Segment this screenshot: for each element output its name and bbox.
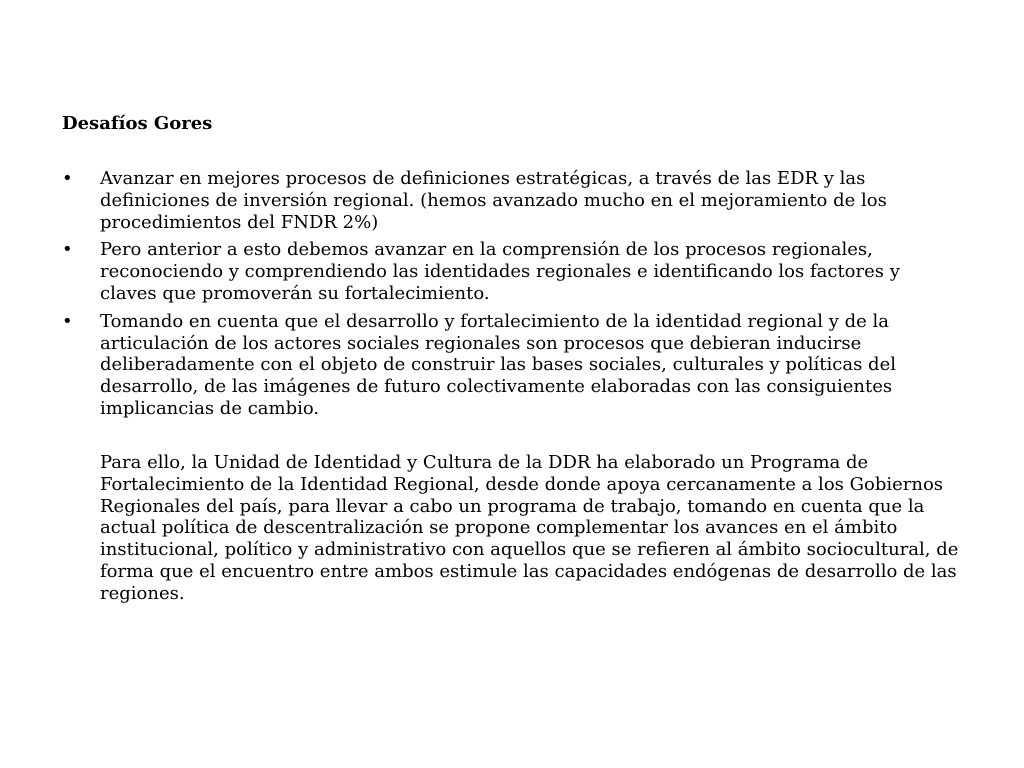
bullet-glyph: •: [62, 168, 73, 189]
bullet-glyph: •: [62, 239, 73, 261]
bullet-text: Avanzar en mejores procesos de definiciones estratégicas, a través de las EDR y las definiciones de inversión regional. (hemos avanzado mucho en el mejoramiento de los procedimientos del FNDR 2%): [100, 168, 887, 233]
body-paragraph: Para ello, la Unidad de Identidad y Cultura de la DDR ha elaborado un Programa de Fortalecimiento de la Identidad Regional, desde donde apoya cercanamente a los Gobiernos Regionales del país, para llevar a cabo un programa de trabajo, tomando en cuenta que la actual política de descentralización se propone complementar los avances en el ámbito institucional, político y administrativo con aquellos que se refieren al ámbito sociocultural, de forma que el encuentro entre ambos estimule las capacidades endógenas de desarrollo de las regiones.: [100, 452, 959, 604]
bullet-text: Tomando en cuenta que el desarrollo y fortalecimiento de la identidad regional y de la articulación de los actores sociales regionales son procesos que debieran inducirse deliberadamente con el objeto de construir las bases sociales, culturales y políticas del desarrollo, de las imágenes de futuro colectivamente elaboradas con las consiguientes implicancias de cambio.: [100, 310, 896, 419]
bullet-text: Pero anterior a esto debemos avanzar en la comprensión de los procesos regionales, reconociendo y comprendiendo las identidades regionales e identificando los factores y claves que promoverán su fortalecimiento.: [100, 239, 900, 304]
bullet-list: [62, 168, 962, 426]
bullet-glyph: •: [62, 310, 73, 332]
bullet-item: [62, 239, 962, 304]
bullet-item: [62, 168, 962, 233]
bullet-item: [62, 311, 962, 420]
slide-title: Desafíos Gores: [62, 113, 213, 134]
